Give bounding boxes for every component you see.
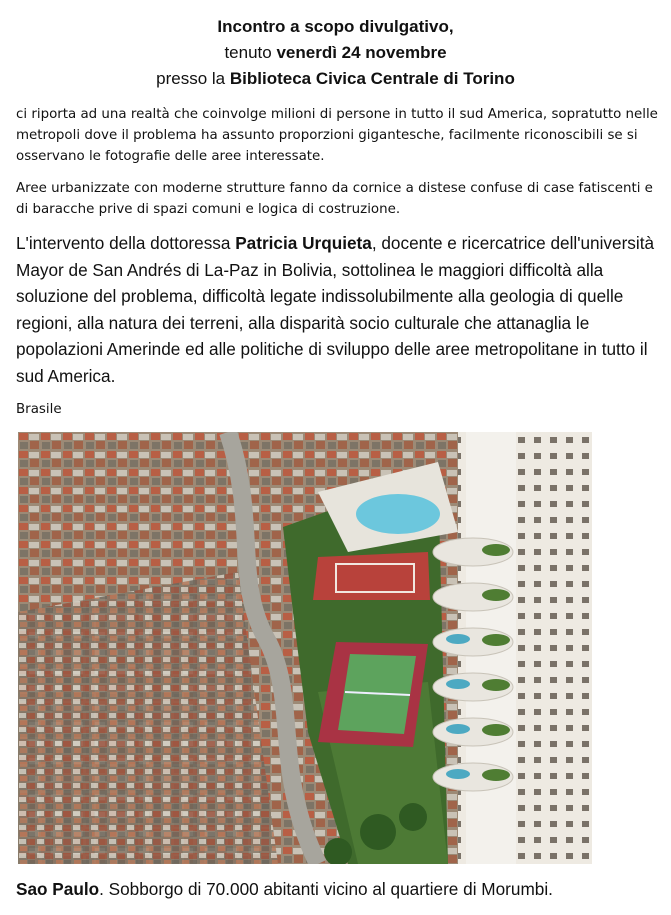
header-venue-prefix: presso la (156, 69, 230, 88)
header-date: venerdì 24 novembre (276, 43, 447, 62)
header-line-3 (0, 66, 671, 92)
event-header (0, 14, 671, 92)
paragraph-urban-areas: Aree urbanizzate con moderne strutture fanno da cornice a distese confuse di case fatiscenti e di baracche prive di spazi comuni e logica di costruzione. (16, 181, 653, 217)
header-venue: Biblioteca Civica Centrale di Torino (229, 69, 515, 88)
intervention-prefix: L'intervento della dottoressa (16, 233, 236, 253)
aerial-photo-illustration (18, 432, 592, 864)
country-label: Brasile (16, 402, 62, 417)
caption-city: Sao Paulo (16, 879, 100, 899)
paragraph-intervention (16, 230, 668, 390)
speaker-name: Patricia Urquieta (235, 233, 372, 253)
header-date-prefix: tenuto (224, 43, 277, 62)
header-line-2 (0, 40, 671, 66)
header-title: Incontro a scopo divulgativo, (217, 17, 454, 36)
header-line-1 (0, 14, 671, 40)
caption-text: . Sobborgo di 70.000 abitanti vicino al quartiere di Morumbi. (99, 879, 553, 899)
intervention-body: , docente e ricercatrice dell'università Mayor de San Andrés di La-Paz in Bolivia, sottolinea le maggiori difficoltà alla soluzione del problema, difficoltà legate indissolubilmente alla geologia di quelle regioni, alla natura dei terreni, alla disparità socio culturale che attanaglia le popolazioni Amerinde ed alle politiche di sviluppo delle aree metropolitane in tutto il sud America. (16, 233, 655, 386)
photo-caption (16, 876, 553, 902)
paragraph-intro: ci riporta ad una realtà che coinvolge milioni di persone in tutto il sud America, sopratutto nelle metropoli dove il problema ha assunto proporzioni gigantesche, facilmente riconoscibili se si osservano le fotografie delle aree interessate. (16, 107, 658, 164)
aerial-photo (18, 432, 592, 864)
